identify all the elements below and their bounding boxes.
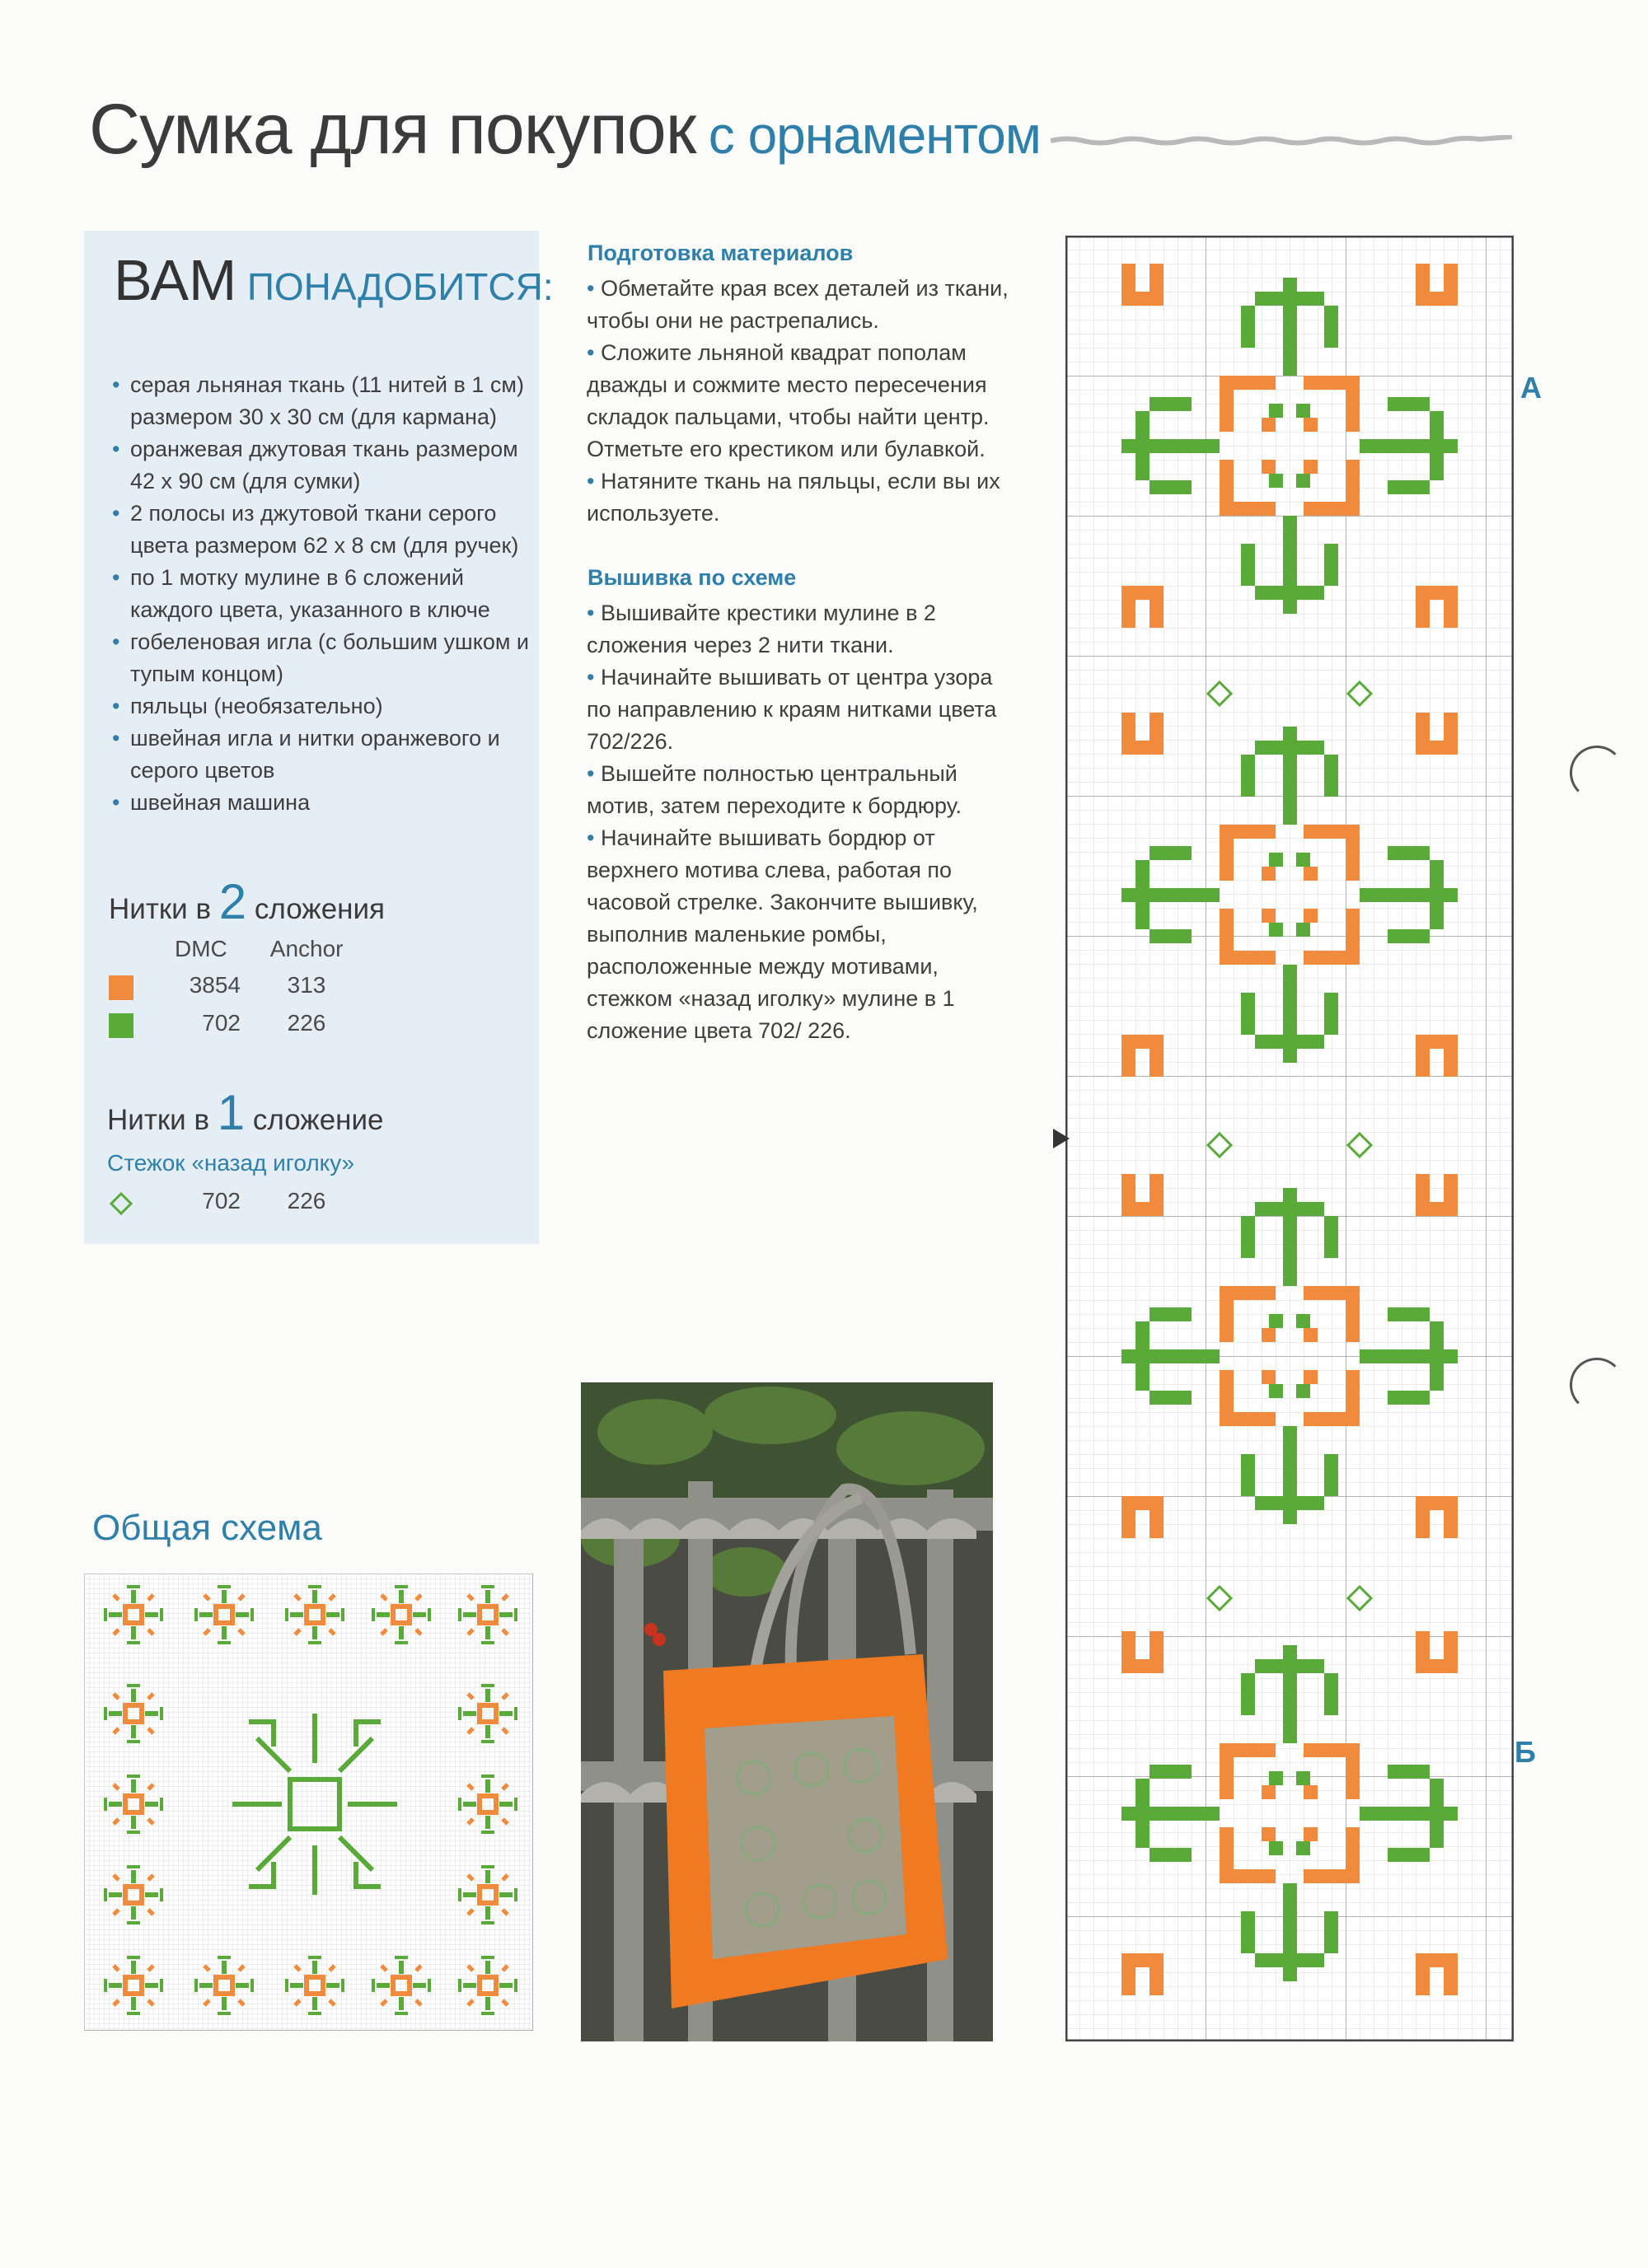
key-header — [175, 936, 344, 962]
overview-title: Общая схема — [92, 1508, 322, 1548]
border-chart — [1065, 236, 1514, 2041]
prep-heading: Подготовка материалов — [588, 241, 854, 265]
punch-hole-icon — [1570, 746, 1624, 800]
list-item: • оранжевая джутовая ткань размером 42 х 90 см (для сумки) — [110, 433, 539, 498]
key-num: 1 — [217, 1085, 246, 1140]
anchor-value: 313 — [287, 972, 326, 998]
backstitch-label: Стежок «назад иголку» — [107, 1150, 355, 1176]
key-row-green — [109, 1010, 356, 1043]
prep-step: Сложите льняной квадрат пополам дважды и сожмите место пересечения складок пальцами, чтобы найти центр. Отметьте его крестиком или булавкой. — [587, 340, 990, 461]
list-item: • 2 полосы из джутовой ткани серого цвета размером 62 х 8 см (для ручек) — [110, 498, 539, 562]
heading-big: ВАМ — [114, 248, 237, 312]
list-item: • гобеленовая игла (с большим ушком и тупым концом) — [110, 626, 539, 690]
decorative-cord — [1051, 135, 1512, 147]
key-prefix: Нитки в — [109, 893, 212, 925]
key-one-strand-title — [107, 1084, 384, 1141]
diamond-icon — [109, 1191, 133, 1216]
chart-label-b: Б — [1515, 1735, 1536, 1769]
materials-list — [110, 369, 539, 819]
anchor-value: 226 — [287, 1010, 326, 1036]
key-two-strand-title — [109, 873, 385, 930]
key-prefix: Нитки в — [107, 1104, 210, 1136]
list-item: • швейная машина — [110, 787, 539, 819]
title-main: Сумка для покупок — [89, 90, 696, 169]
key-num: 2 — [218, 874, 247, 929]
embroidery-step: Начинайте вышивать от центра узора по направлению к краям нитками цвета 702/226. — [587, 665, 997, 754]
prep-step: Натяните ткань на пяльцы, если вы их используете. — [587, 469, 1000, 526]
embroidery-step: Начинайте вышивать бордюр от верхнего мотива слева, работая по часовой стрелке. Закончите вышивку, выполнив маленькие ромбы, расположенные между мотивами, стежком «назад иголку» мулине в 1 сложение цвета 702/ 226. — [587, 825, 978, 1043]
list-item: • пяльцы (необязательно) — [110, 690, 539, 722]
anchor-value: 226 — [287, 1188, 326, 1213]
title-sub: с орнаментом — [708, 105, 1041, 165]
green-swatch — [109, 1013, 133, 1038]
punch-hole-icon — [1570, 1358, 1624, 1412]
embroidery-text: • Вышивайте крестики мулине в 2 сложения через 2 нити ткани. • Начинайте вышивать от центра узора по направлению к краям нитками цвета 702/226. • Вышейте полностью центральный мотив, затем переходите к бордюру. • Начинайте вышивать бордюр от верхнего мотива слева, работая по часовой стрелке. Закончите вышивку, выполнив маленькие ромбы, расположенные между мотивами, стежком «назад иголку» мулине в 1 сложение цвета 702/ 226. — [587, 601, 997, 1043]
key-row-backstitch — [109, 1188, 356, 1221]
dmc-value: 702 — [202, 1010, 241, 1036]
materials-heading — [114, 247, 554, 313]
prep-text: • Обметайте края всех деталей из ткани, чтобы они не растрепались. • Сложите льняной квадрат пополам дважды и сожмите место пересечения складок пальцами, чтобы найти центр. Отметьте его крестиком или булавкой. • Натяните ткань на пяльцы, если вы их используете. — [587, 276, 1009, 526]
center-arrow-icon — [1053, 1129, 1070, 1148]
dmc-value: 3854 — [189, 972, 241, 998]
embroidery-step: Вышейте полностью центральный мотив, затем переходите к бордюру. — [587, 761, 962, 818]
col-dmc: DMC — [175, 936, 227, 961]
list-item: • серая льняная ткань (11 нитей в 1 см) размером 30 х 30 см (для кармана) — [110, 369, 539, 433]
embroidery-heading: Вышивка по схеме — [588, 565, 797, 590]
embroidery-step: Вышивайте крестики мулине в 2 сложения через 2 нити ткани. — [587, 601, 936, 657]
overview-chart — [84, 1574, 533, 2031]
list-item: • швейная игла и нитки оранжевого и серого цветов — [110, 722, 539, 787]
list-item: • по 1 мотку мулине в 6 сложений каждого цвета, указанного в ключе — [110, 562, 539, 626]
prep-step: Обметайте края всех деталей из ткани, чтобы они не растрепались. — [587, 276, 1009, 333]
heading-small: ПОНАДОБИТСЯ: — [246, 265, 554, 308]
bag-photo — [581, 1382, 993, 2041]
chart-label-a: А — [1520, 371, 1542, 404]
orange-swatch — [109, 975, 133, 1000]
key-row-orange — [109, 972, 356, 1005]
key-suffix: сложение — [252, 1104, 384, 1136]
col-anchor: Anchor — [269, 936, 344, 961]
dmc-value: 702 — [202, 1188, 241, 1213]
key-suffix: сложения — [254, 893, 385, 925]
page-title — [89, 89, 1041, 171]
